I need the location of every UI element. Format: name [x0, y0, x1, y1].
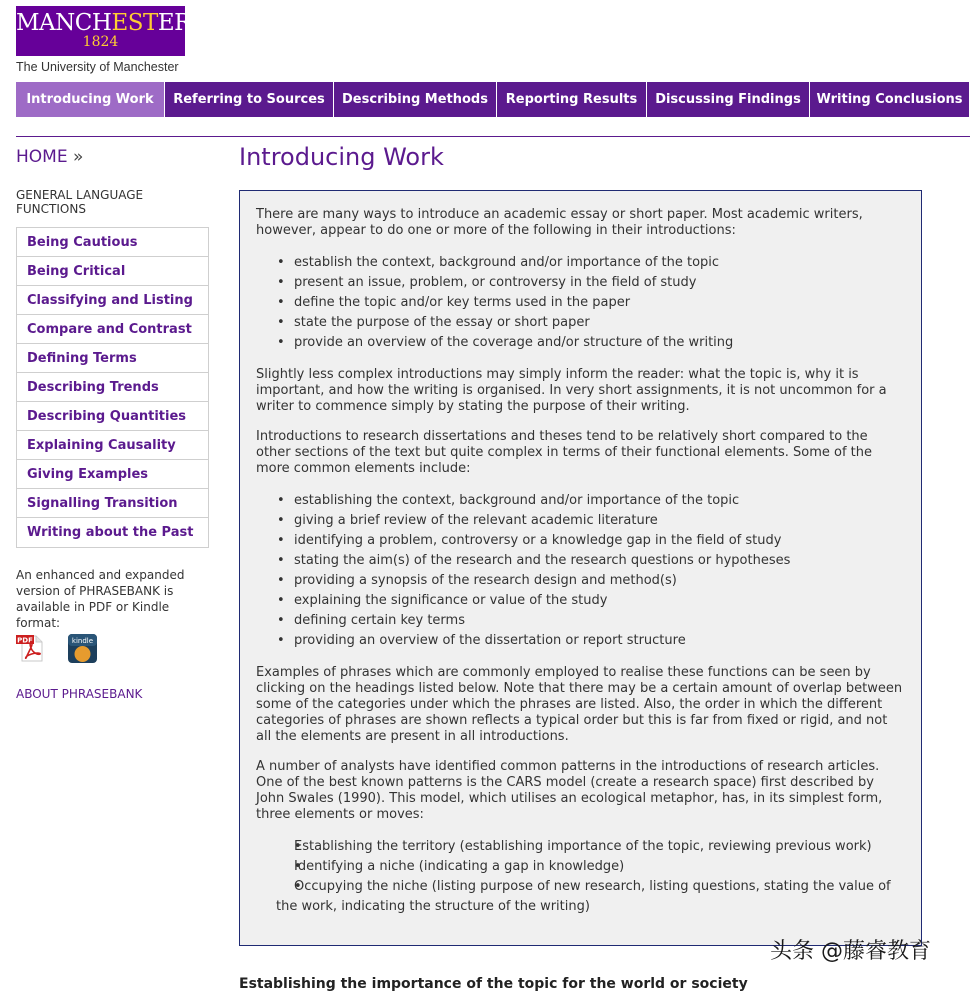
- list-item: • establishing the context, background and/or importance of the topic: [256, 491, 905, 511]
- kindle-icon[interactable]: [68, 634, 97, 663]
- sidebar-item-defining-terms[interactable]: Defining Terms: [17, 344, 208, 373]
- tab-writing-conclusions[interactable]: Writing Conclusions: [810, 82, 970, 117]
- dissertation-paragraph: Introductions to research dissertations and theses tend to be relatively short compared to the other sections of the text but quite complex in terms of their functional elements. Some of the more common elements include:: [256, 429, 872, 476]
- list-item: • providing an overview of the dissertation or report structure: [256, 631, 905, 651]
- enhanced-version-note: An enhanced and expanded version of PHRASEBANK is available in PDF or Kindle format:: [16, 568, 185, 630]
- pdf-icon[interactable]: [16, 633, 46, 663]
- simple-intro-paragraph: Slightly less complex introductions may simply inform the reader: what the topic is, why it is important, and how the writing is organised. In very short assignments, it is not uncommon for a writer to commence simply by stating the purpose of their writing.: [256, 367, 887, 414]
- nav-divider: [16, 136, 970, 137]
- sidebar-item-classifying-listing[interactable]: Classifying and Listing: [17, 286, 208, 315]
- cars-paragraph: A number of analysts have identified common patterns in the introductions of research articles. One of the best known patterns is the CARS model (create a research space) first described by John Swales (1990). This model, which utilises an ecological metaphor, has, in its simplest form, three elements or moves:: [256, 759, 883, 822]
- sidebar-item-describing-quantities[interactable]: Describing Quantities: [17, 402, 208, 431]
- list-item: • defining certain key terms: [256, 611, 905, 631]
- list-item: • present an issue, problem, or controversy in the field of study: [256, 273, 905, 293]
- list-item: • explaining the significance or value of the study: [256, 591, 905, 611]
- watermark: 头条 @藤睿教育: [770, 939, 931, 964]
- sidebar-section-title: GENERAL LANGUAGE FUNCTIONS: [16, 188, 144, 216]
- list-item: • establish the context, background and/or importance of the topic: [256, 253, 905, 273]
- tab-reporting-results[interactable]: Reporting Results: [497, 82, 647, 117]
- tab-introducing-work[interactable]: Introducing Work: [16, 82, 165, 117]
- content-box: [239, 190, 922, 946]
- list-item: • stating the aim(s) of the research and the research questions or hypotheses: [256, 551, 905, 571]
- university-logo[interactable]: [16, 6, 191, 74]
- list-item: • providing a synopsis of the research design and method(s): [256, 571, 905, 591]
- logo-subtitle: The University of Manchester: [16, 60, 179, 74]
- home-link[interactable]: HOME »: [16, 147, 84, 167]
- list-item: • define the topic and/or key terms used in the paper: [256, 293, 905, 313]
- sidebar-item-being-cautious[interactable]: Being Cautious: [17, 228, 208, 257]
- examples-paragraph: Examples of phrases which are commonly employed to realise these functions can be seen by clicking on the headings listed below. Note that there may be a certain amount of overlap between some of the categories under which the phrases are listed. Also, the order in which the different categories of phrases are shown reflects a typical order but this is far from fixed or rigid, and not all the elements are present in all introductions.: [256, 665, 903, 744]
- list-item: • provide an overview of the coverage and/or structure of the writing: [256, 333, 905, 353]
- next-section-heading: Establishing the importance of the topic for the world or society: [239, 976, 748, 992]
- logo-year: 1824: [82, 34, 119, 50]
- svg-text:PDF: PDF: [17, 636, 33, 645]
- sidebar-item-describing-trends[interactable]: Describing Trends: [17, 373, 208, 402]
- list-item: • Establishing the territory (establishing importance of the topic, reviewing previous work): [256, 837, 905, 857]
- svg-text:kindle: kindle: [71, 637, 94, 645]
- sidebar-menu: [16, 227, 209, 548]
- tab-referring-to-sources[interactable]: Referring to Sources: [165, 82, 334, 117]
- list-item: • giving a brief review of the relevant academic literature: [256, 511, 905, 531]
- tab-discussing-findings[interactable]: Discussing Findings: [647, 82, 810, 117]
- home-arrow: »: [72, 147, 84, 167]
- sidebar-item-explaining-causality[interactable]: Explaining Causality: [17, 431, 208, 460]
- intro-paragraph: There are many ways to introduce an academic essay or short paper. Most academic writers, however, appear to do one or more of the following in their introductions:: [256, 207, 863, 238]
- sidebar-item-signalling-transition[interactable]: Signalling Transition: [17, 489, 208, 518]
- list-item: • Identifying a niche (indicating a gap in knowledge): [256, 857, 905, 877]
- sidebar-item-being-critical[interactable]: Being Critical: [17, 257, 208, 286]
- dissertation-list: [256, 491, 905, 651]
- about-phrasebank-link[interactable]: ABOUT PHRASEBANK: [16, 687, 143, 701]
- list-item: • identifying a problem, controversy or a knowledge gap in the field of study: [256, 531, 905, 551]
- sidebar-item-giving-examples[interactable]: Giving Examples: [17, 460, 208, 489]
- intro-list: [256, 253, 905, 353]
- page-title: Introducing Work: [239, 143, 444, 171]
- cars-moves-list: [256, 837, 905, 917]
- logo-wordmark: MANCHESTER: [16, 10, 191, 36]
- logo-box: [16, 6, 191, 56]
- main-nav: [16, 82, 970, 117]
- tab-describing-methods[interactable]: Describing Methods: [334, 82, 497, 117]
- list-item: • state the purpose of the essay or short paper: [256, 313, 905, 333]
- sidebar-item-compare-contrast[interactable]: Compare and Contrast: [17, 315, 208, 344]
- sidebar-item-writing-about-past[interactable]: Writing about the Past: [27, 525, 194, 540]
- list-item: • Occupying the niche (listing purpose of new research, listing questions, stating the value of the work, indicating the structure of the writing): [256, 877, 905, 917]
